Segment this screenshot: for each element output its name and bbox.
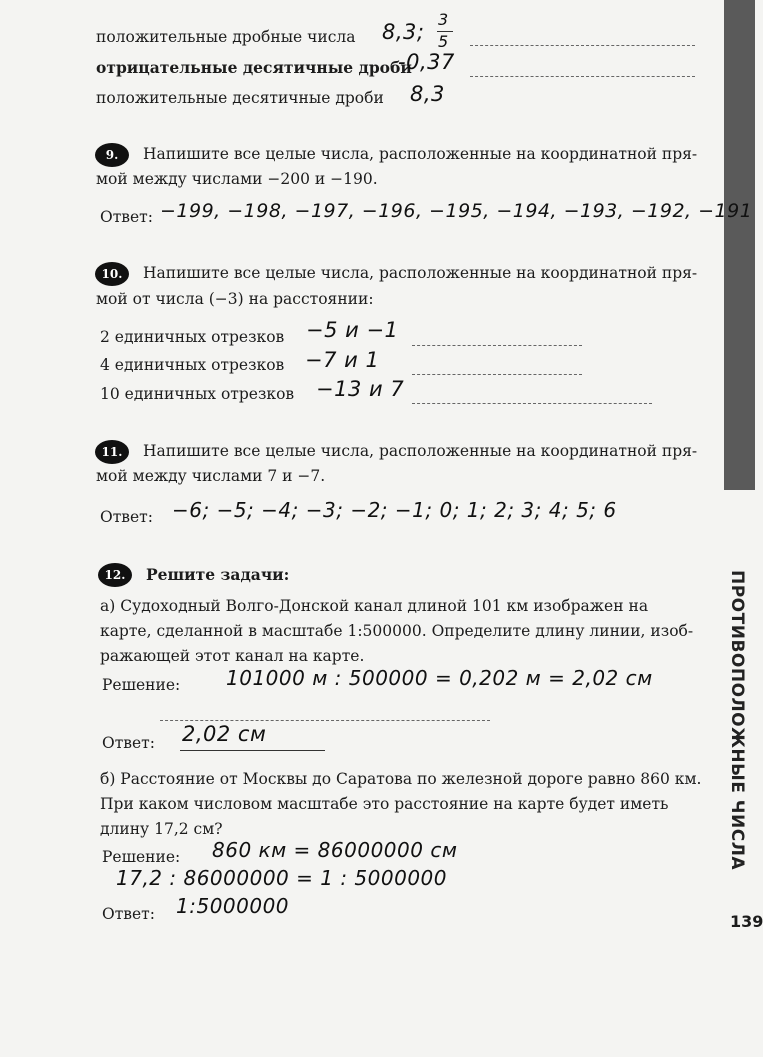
task-9-answer: −199, −198, −197, −196, −195, −194, −193, −192, −191 — [160, 200, 753, 222]
answer-line — [160, 720, 490, 721]
task-12a-answer-label: Ответ: — [102, 734, 155, 752]
task-12b-solution-line2: 17,2 : 86000000 = 1 : 5000000 — [116, 866, 448, 890]
top-line1-frac-den: 5 — [438, 32, 449, 51]
answer-line — [412, 403, 652, 404]
task-12b-line3: длину 17,2 см? — [100, 820, 223, 838]
task-9-text-line1: Напишите все целые числа, расположенные на координатной пря- — [143, 145, 698, 163]
task-12a-solution: 101000 м : 500000 = 0,202 м = 2,02 см — [226, 666, 653, 690]
top-line1-label: положительные дробные числа — [96, 28, 356, 46]
side-tab-marker — [724, 0, 755, 490]
section-title: ПРОТИВОПОЛОЖНЫЕ ЧИСЛА — [727, 570, 747, 871]
top-line1-answer: 8,3; — [382, 20, 425, 44]
top-line2-label: отрицательные десятичные дроби — [96, 58, 412, 77]
top-line1-frac-num: 3 — [438, 10, 449, 29]
task-12a-line1: а) Судоходный Волго-Донской канал длиной 101 км изображен на — [100, 597, 649, 615]
task-12b-answer: 1:5000000 — [176, 894, 290, 918]
task-12b-solution-line1: 860 км = 86000000 см — [212, 838, 458, 862]
task-10-text-line2: мой от числа (−3) на расстоянии: — [96, 290, 374, 308]
task-9-answer-label: Ответ: — [100, 208, 153, 226]
task-10-badge: 10. — [95, 262, 129, 286]
answer-line — [412, 345, 582, 346]
answer-line — [470, 76, 695, 77]
task-12b-answer-label: Ответ: — [102, 905, 155, 923]
top-line3-answer: 8,3 — [410, 82, 445, 106]
task-10-row2-answer: −7 и 1 — [305, 348, 380, 372]
top-line3-label: положительные десятичные дроби — [96, 89, 384, 107]
task-10-row1-answer: −5 и −1 — [306, 318, 399, 342]
task-9-badge: 9. — [95, 143, 129, 167]
task-10-row3-label: 10 единичных отрезков — [100, 385, 295, 403]
task-12b-solution-label: Решение: — [102, 848, 181, 866]
answer-line — [470, 45, 695, 46]
task-12-title: Решите задачи: — [146, 565, 290, 584]
task-12a-line2: карте, сделанной в масштабе 1:500000. Определите длину линии, изоб- — [100, 622, 694, 640]
task-12-badge: 12. — [98, 563, 132, 587]
task-10-row2-label: 4 единичных отрезков — [100, 356, 285, 374]
task-12a-line3: ражающей этот канал на карте. — [100, 647, 365, 665]
task-9-text-line2: мой между числами −200 и −190. — [96, 170, 378, 188]
task-10-text-line1: Напишите все целые числа, расположенные на координатной пря- — [143, 264, 698, 282]
task-11-answer: −6; −5; −4; −3; −2; −1; 0; 1; 2; 3; 4; 5; 6 — [172, 498, 617, 522]
task-12a-answer: 2,02 см — [182, 722, 267, 746]
task-11-text-line2: мой между числами 7 и −7. — [96, 467, 326, 485]
answer-line — [412, 374, 582, 375]
task-10-row1-label: 2 единичных отрезков — [100, 328, 285, 346]
task-11-badge: 11. — [95, 440, 129, 464]
task-11-answer-label: Ответ: — [100, 508, 153, 526]
task-12b-line1: б) Расстояние от Москвы до Саратова по железной дороге равно 860 км. — [100, 770, 702, 788]
task-11-text-line1: Напишите все целые числа, расположенные на координатной пря- — [143, 442, 698, 460]
task-12a-solution-label: Решение: — [102, 676, 181, 694]
page-number: 139 — [730, 912, 763, 931]
task-12b-line2: При каком числовом масштабе это расстояние на карте будет иметь — [100, 795, 669, 813]
top-line2-answer: -0,37 — [398, 50, 455, 74]
answer-underline — [180, 750, 325, 751]
task-10-row3-answer: −13 и 7 — [316, 377, 405, 401]
